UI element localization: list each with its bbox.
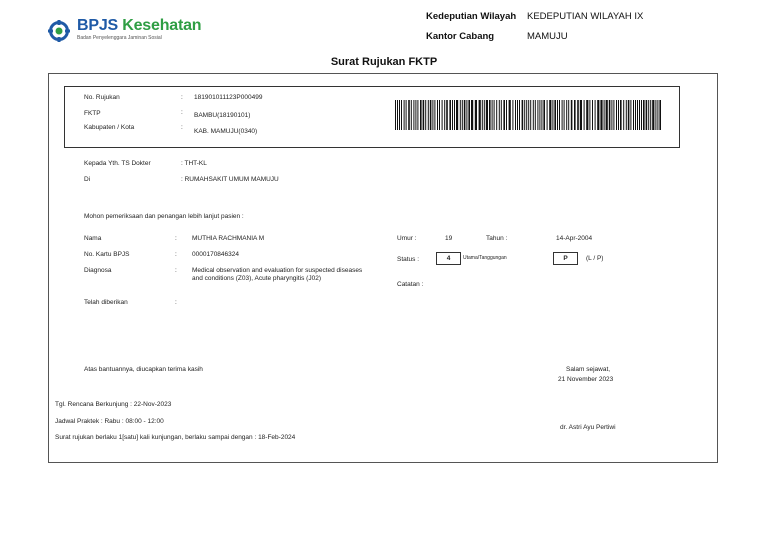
fktp-value: BAMBU(18190101) [194, 112, 251, 119]
brand-subtitle: Badan Penyelenggara Jaminan Sosial [77, 35, 162, 41]
kepada-value: : THT-KL [181, 160, 207, 167]
barcode-bar [541, 100, 542, 130]
barcode-bar [589, 100, 590, 130]
barcode-bar [434, 100, 435, 130]
barcode-bar [586, 100, 588, 130]
barcode-bar [616, 100, 617, 130]
barcode-bar [420, 100, 422, 130]
barcode-bar [554, 100, 556, 130]
barcode-bar [526, 100, 527, 130]
barcode-bar [428, 100, 429, 130]
barcode-bar [519, 100, 520, 130]
barcode-bar [568, 100, 569, 130]
barcode-bar [559, 100, 560, 130]
barcode-bar [501, 100, 502, 130]
barcode-bar [482, 100, 483, 130]
barcode-bar [626, 100, 627, 130]
barcode-bar [506, 100, 507, 130]
barcode-bar [464, 100, 466, 130]
barcode-bar [652, 100, 654, 130]
barcode-bar [446, 100, 448, 130]
barcode-bar [535, 100, 536, 130]
barcode-bar [471, 100, 473, 130]
barcode-bar [562, 100, 563, 130]
barcode-bar [492, 100, 493, 130]
barcode-bar [499, 100, 500, 130]
barcode-bar [512, 100, 513, 130]
barcode-bar [528, 100, 529, 130]
brand-name: BPJS Kesehatan [77, 17, 202, 34]
barcode-bar [628, 100, 630, 130]
barcode-bar [404, 100, 405, 130]
barcode-bar [430, 100, 432, 130]
barcode-bar [494, 100, 495, 130]
barcode-bar [530, 100, 531, 130]
cabang-label: Kantor Cabang [426, 31, 495, 42]
barcode-bar [609, 100, 611, 130]
barcode-bar [577, 100, 579, 130]
barcode-bar [509, 100, 511, 130]
kabupaten-value: KAB. MAMUJU(0340) [194, 128, 258, 135]
di-value: : RUMAHSAKIT UMUM MAMUJU [181, 176, 279, 183]
tahun-value: 14-Apr-2004 [556, 235, 593, 242]
barcode-bar [395, 100, 396, 130]
sep: : [175, 235, 177, 242]
barcode-bar [574, 100, 576, 130]
barcode-bar [557, 100, 558, 130]
barcode-bar [475, 100, 477, 130]
fktp-label: FKTP [84, 110, 101, 117]
barcode-bar [597, 100, 599, 130]
barcode-bar [580, 100, 582, 130]
barcode-bar [411, 100, 412, 130]
barcode-bar [600, 100, 602, 130]
barcode-bar [406, 100, 407, 130]
no-rujukan-value: 181901011123P000499 [194, 94, 263, 101]
cabang-value: MAMUJU [527, 31, 568, 42]
status-label: Status : [397, 256, 420, 263]
barcode-bar [633, 100, 634, 130]
barcode-bar [643, 100, 645, 130]
barcode-bar [639, 100, 640, 130]
barcode-bar [646, 100, 648, 130]
barcode-bar [397, 100, 398, 130]
barcode-bar [454, 100, 455, 130]
kabupaten-label: Kabupaten / Kota [84, 124, 135, 131]
diagnosa-label: Diagnosa [84, 267, 112, 274]
barcode-bar [655, 100, 656, 130]
barcode-bar [604, 100, 605, 130]
sep: : [181, 109, 183, 116]
barcode-bar [592, 100, 593, 130]
barcode-bar [635, 100, 636, 130]
barcode-bar [571, 100, 573, 130]
status-box: 4 [436, 252, 461, 265]
diagnosa-value: Medical observation and evaluation for suspected diseases and conditions (Z03), Acute pharyngitis (J02) [192, 267, 363, 282]
barcode-bar [543, 100, 545, 130]
barcode-bar [456, 100, 458, 130]
barcode-bar [432, 100, 433, 130]
doctor-name: dr. Astri Ayu Pertiwi [560, 424, 616, 431]
barcode-bar [399, 100, 400, 130]
barcode-bar [515, 100, 516, 130]
barcode-bar [657, 100, 658, 130]
barcode-bar [552, 100, 553, 130]
barcode-bar [462, 100, 463, 130]
barcode-bar [415, 100, 416, 130]
nama-label: Nama [84, 235, 102, 242]
barcode-bar [549, 100, 551, 130]
sep: : [175, 299, 177, 306]
nama-value: MUTHIA RACHMANIA M [192, 235, 265, 242]
barcode-bar [618, 100, 619, 130]
kartu-value: 0000170846324 [192, 251, 239, 258]
barcode-bar [641, 100, 642, 130]
barcode-bar [444, 100, 445, 130]
barcode-bar [522, 100, 524, 130]
barcode-bar [537, 100, 538, 130]
barcode-bar [437, 100, 438, 130]
barcode-bar [417, 100, 418, 130]
barcode-bar [425, 100, 426, 130]
barcode-bar [484, 100, 485, 130]
barcode-bar [623, 100, 624, 130]
sep: : [175, 267, 177, 274]
barcode-bar [423, 100, 425, 130]
barcode-bar [452, 100, 453, 130]
rujukan-barcode [395, 100, 661, 130]
barcode-bar [401, 100, 402, 130]
umur-label: Umur : [397, 235, 417, 242]
barcode-bar [468, 100, 470, 130]
barcode-bar [496, 100, 497, 130]
jenis-kelamin-box: P [553, 252, 578, 265]
catatan-label: Catatan : [397, 281, 424, 288]
umur-value: 19 [445, 235, 453, 242]
no-rujukan-label: No. Rujukan [84, 94, 120, 101]
intro-text: Mohon pemeriksaan dan penangan lebih lanjut pasien : [84, 213, 244, 220]
letter-date: 21 November 2023 [558, 376, 614, 383]
barcode-bar [539, 100, 540, 130]
barcode-bar [486, 100, 488, 130]
sep: : [175, 251, 177, 258]
barcode-bar [479, 100, 481, 130]
tahun-label: Tahun : [486, 235, 508, 242]
barcode-bar [460, 100, 461, 130]
barcode-bar [524, 100, 525, 130]
kartu-label: No. Kartu BPJS [84, 251, 130, 258]
barcode-bar [620, 100, 622, 130]
barcode-bar [517, 100, 518, 130]
barcode-bar [442, 100, 443, 130]
document-title: Surat Rujukan FKTP [330, 56, 438, 68]
barcode-bar [648, 100, 649, 130]
kepada-label: Kepada Yth. TS Dokter [84, 160, 151, 167]
barcode-bar [606, 100, 608, 130]
barcode-bar [584, 100, 585, 130]
barcode-bar [533, 100, 534, 130]
barcode-bar [595, 100, 596, 130]
wilayah-label: Kedeputian Wilayah [426, 11, 517, 22]
sep: : [181, 124, 183, 131]
wilayah-value: KEDEPUTIAN WILAYAH IX [527, 11, 644, 22]
status-desc: Utama/Tanggungan [463, 255, 507, 261]
barcode-bar [489, 100, 491, 130]
closing-text: Atas bantuannya, diucapkan terima kasih [84, 366, 203, 373]
bpjs-logo-icon [48, 20, 70, 42]
jadwal-praktek: Jadwal Praktek : Rabu : 08:00 - 12:00 [55, 418, 164, 425]
barcode-bar [630, 100, 631, 130]
barcode-bar [659, 100, 661, 130]
sep: : [181, 94, 183, 101]
salam-text: Salam sejawat, [566, 366, 611, 373]
barcode-bar [611, 100, 612, 130]
barcode-bar [637, 100, 638, 130]
masa-berlaku: Surat rujukan berlaku 1[satu] kali kunjungan, berlaku sampai dengan : 18-Feb-2024 [55, 434, 296, 441]
barcode-bar [547, 100, 548, 130]
barcode-bar [413, 100, 414, 130]
barcode-bar [564, 100, 565, 130]
barcode-bar [466, 100, 467, 130]
barcode-bar [449, 100, 451, 130]
di-label: Di [84, 176, 91, 183]
telah-diberikan-label: Telah diberikan [84, 299, 128, 306]
barcode-bar [439, 100, 440, 130]
barcode-bar [566, 100, 567, 130]
barcode-bar [650, 100, 651, 130]
barcode-bar [613, 100, 614, 130]
jenis-kelamin-desc: (L / P) [586, 255, 604, 262]
barcode-bar [503, 100, 505, 130]
barcode-bar [408, 100, 410, 130]
rencana-berkunjung: Tgl. Rencana Berkunjung : 22-Nov-2023 [55, 401, 172, 408]
